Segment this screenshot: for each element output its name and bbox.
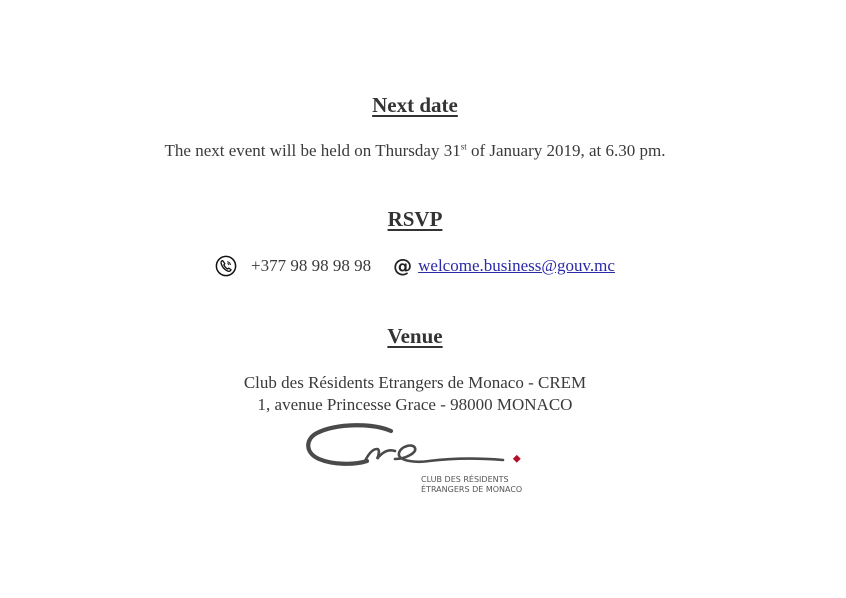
phone-icon [215,255,237,277]
rsvp-heading: RSVP [387,207,443,231]
next-date-text-end: of January 2019, at 6.30 pm. [466,141,666,160]
logo-text-line-1: CLUB DES RÉSIDENTS [421,475,509,484]
next-date-text [0,141,830,161]
at-sign-icon: @ [393,255,413,277]
phone-number: +377 98 98 98 98 [251,256,372,275]
logo-accent-diamond [513,455,521,463]
rsvp-contact-row [0,255,830,277]
next-date-text-start: The next event will be held on Thursday 31 [164,141,461,160]
email-link[interactable]: welcome.business@gouv.mc [418,256,615,275]
logo-text-line-2: ÉTRANGERS DE MONACO [421,485,523,494]
venue-heading: Venue [387,324,443,348]
venue-line-2: 1, avenue Princesse Grace - 98000 MONACO [257,395,573,414]
crem-logo-graphic [303,421,527,497]
ordinal-suffix: st [460,141,467,152]
venue-line-1: Club des Résidents Etrangers de Monaco - CREM [243,373,587,392]
crem-logo [303,421,527,497]
next-date-heading: Next date [372,93,458,117]
